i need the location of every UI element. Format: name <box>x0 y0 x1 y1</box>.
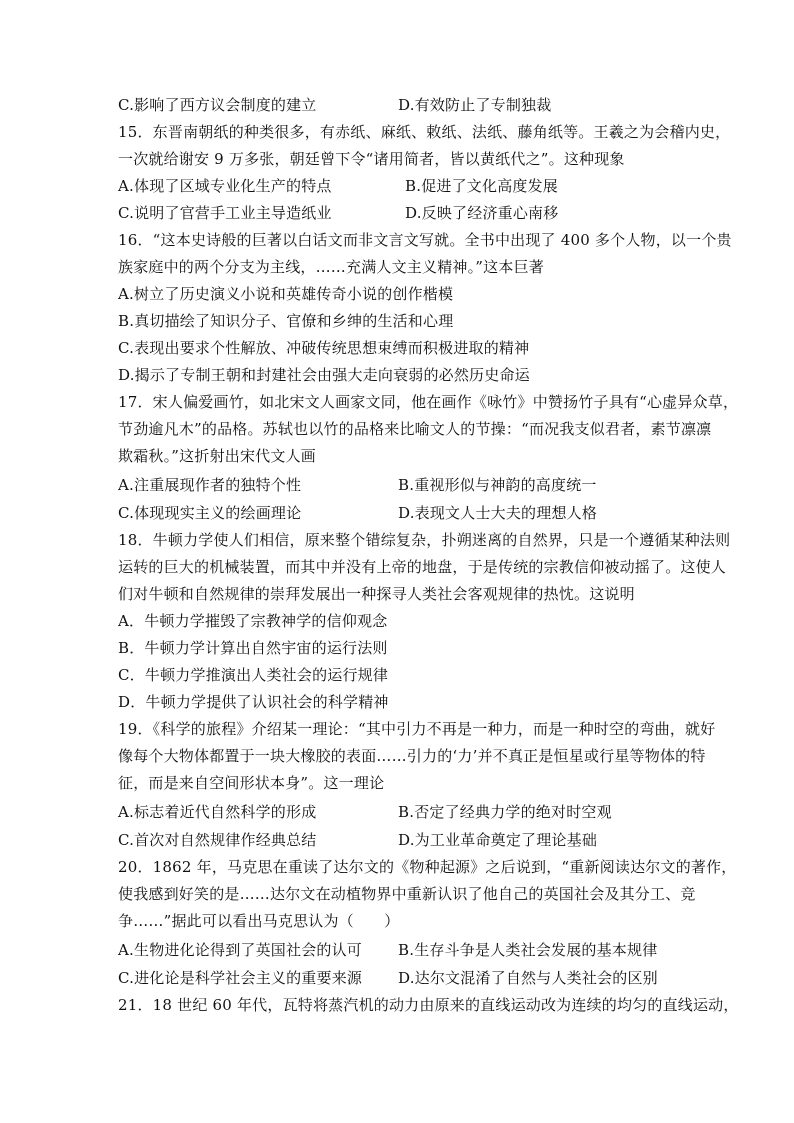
q15-option-a: A.体现了区域专业化生产的特点 <box>118 177 332 195</box>
q15-option-c: C.说明了官营手工业主导造纸业 <box>118 204 332 222</box>
q18-option-c: C．牛顿力学推演出人类社会的运行规律 <box>118 666 389 684</box>
q16-option-d: D.揭示了专制王朝和封建社会由强大走向衰弱的必然历史命运 <box>118 366 530 384</box>
q17-option-b: B.重视形似与神韵的高度统一 <box>398 476 597 494</box>
q16-stem-line1: 16．“这本史诗般的巨著以白话文而非文言文写就。全书中出现了 400 多个人物，以一个贵 <box>118 231 732 249</box>
q19-option-b: B.否定了经典力学的绝对时空观 <box>398 803 612 821</box>
q20-option-d: D.达尔文混淆了自然与人类社会的区别 <box>398 969 658 987</box>
q17-stem-line2: 节劲逾凡木”的品格。苏轼也以竹的品格来比喻文人的节操：“而况我支似君者，素节凛凛 <box>118 420 712 438</box>
q15-option-b: B.促进了文化高度发展 <box>405 177 558 195</box>
q17-option-c: C.体现现实主义的绘画理论 <box>118 504 302 522</box>
q14-option-d: D.有效防止了专制独裁 <box>398 96 552 114</box>
q18-stem-line3: 们对牛顿和自然规律的崇拜发展出一种探寻人类社会客观规律的热忱。这说明 <box>118 585 635 603</box>
q20-option-a: A.生物进化论得到了英国社会的认可 <box>118 941 363 959</box>
q18-stem-line2: 运转的巨大的机械装置，而其中并没有上帝的地盘，于是传统的宗教信仰被动摇了。这使人 <box>118 558 727 576</box>
q18-option-d: D．牛顿力学提供了认识社会的科学精神 <box>118 693 389 711</box>
q17-stem-line1: 17．宋人偏爱画竹，如北宋文人画家文同，他在画作《咏竹》中赞扬竹子具有“心虚异众草， <box>118 393 739 411</box>
q19-stem-line1: 19．《科学的旅程》介绍某一理论：“其中引力不再是一种力，而是一种时空的弯曲，就好 <box>118 720 716 738</box>
q21-stem-line1: 21．18 世纪 60 年代，瓦特将蒸汽机的动力由原来的直线运动改为连续的均匀的直线运动， <box>118 996 739 1014</box>
q15-stem-line1: 15．东晋南朝纸的种类很多，有赤纸、麻纸、敕纸、法纸、藤角纸等。王羲之为会稽内史， <box>118 123 731 141</box>
q19-option-d: D.为工业革命奠定了理论基础 <box>398 831 598 849</box>
q18-option-b: B．牛顿力学计算出自然宇宙的运行法则 <box>118 639 388 657</box>
q16-stem-line2: 族家庭中的两个分支为主线，……充满人文主义精神。”这本巨著 <box>118 258 544 276</box>
q19-option-c: C.首次对自然规律作经典总结 <box>118 831 317 849</box>
q20-option-b: B.生存斗争是人类社会发展的基本规律 <box>398 941 658 959</box>
q18-stem-line1: 18．牛顿力学使人们相信，原来整个错综复杂，扑朔迷离的自然界，只是一个遵循某种法则 <box>118 531 731 549</box>
q20-stem-line1: 20．1862 年，马克思在重读了达尔文的《物种起源》之后说到，“重新阅读达尔文的著作， <box>118 858 737 876</box>
q15-stem-line2: 一次就给谢安 9 万多张，朝廷曾下令“诸用简者，皆以黄纸代之”。这种现象 <box>118 150 625 168</box>
q16-option-b: B.真切描绘了知识分子、官僚和乡绅的生活和心理 <box>118 312 454 330</box>
q20-stem-line2: 使我感到好笑的是……达尔文在动植物界中重新认识了他自己的英国社会及其分工、竞 <box>118 885 696 903</box>
q20-stem-line3: 争……”据此可以看出马克思认为（ ） <box>118 912 400 930</box>
q16-option-c: C.表现出要求个性解放、冲破传统思想束缚而积极进取的精神 <box>118 339 530 357</box>
q19-option-a: A.标志着近代自然科学的形成 <box>118 803 317 821</box>
q17-option-a: A.注重展现作者的独特个性 <box>118 476 302 494</box>
q17-option-d: D.表现文人士大夫的理想人格 <box>398 504 598 522</box>
q16-option-a: A.树立了历史演义小说和英雄传奇小说的创作楷模 <box>118 285 454 303</box>
q17-stem-line3: 欺霜秋。”这折射出宋代文人画 <box>118 447 316 465</box>
q20-option-c: C.进化论是科学社会主义的重要来源 <box>118 969 363 987</box>
q14-option-c: C.影响了西方议会制度的建立 <box>118 96 317 114</box>
q18-option-a: A．牛顿力学摧毁了宗教神学的信仰观念 <box>118 612 388 630</box>
q15-option-d: D.反映了经济重心南移 <box>405 204 559 222</box>
q19-stem-line3: 征，而是来自空间形状本身”。这一理论 <box>118 774 385 792</box>
q19-stem-line2: 像每个大物体都置于一块大橡胶的表面……引力的‘力’并不真正是恒星或行星等物体的特 <box>118 747 706 765</box>
